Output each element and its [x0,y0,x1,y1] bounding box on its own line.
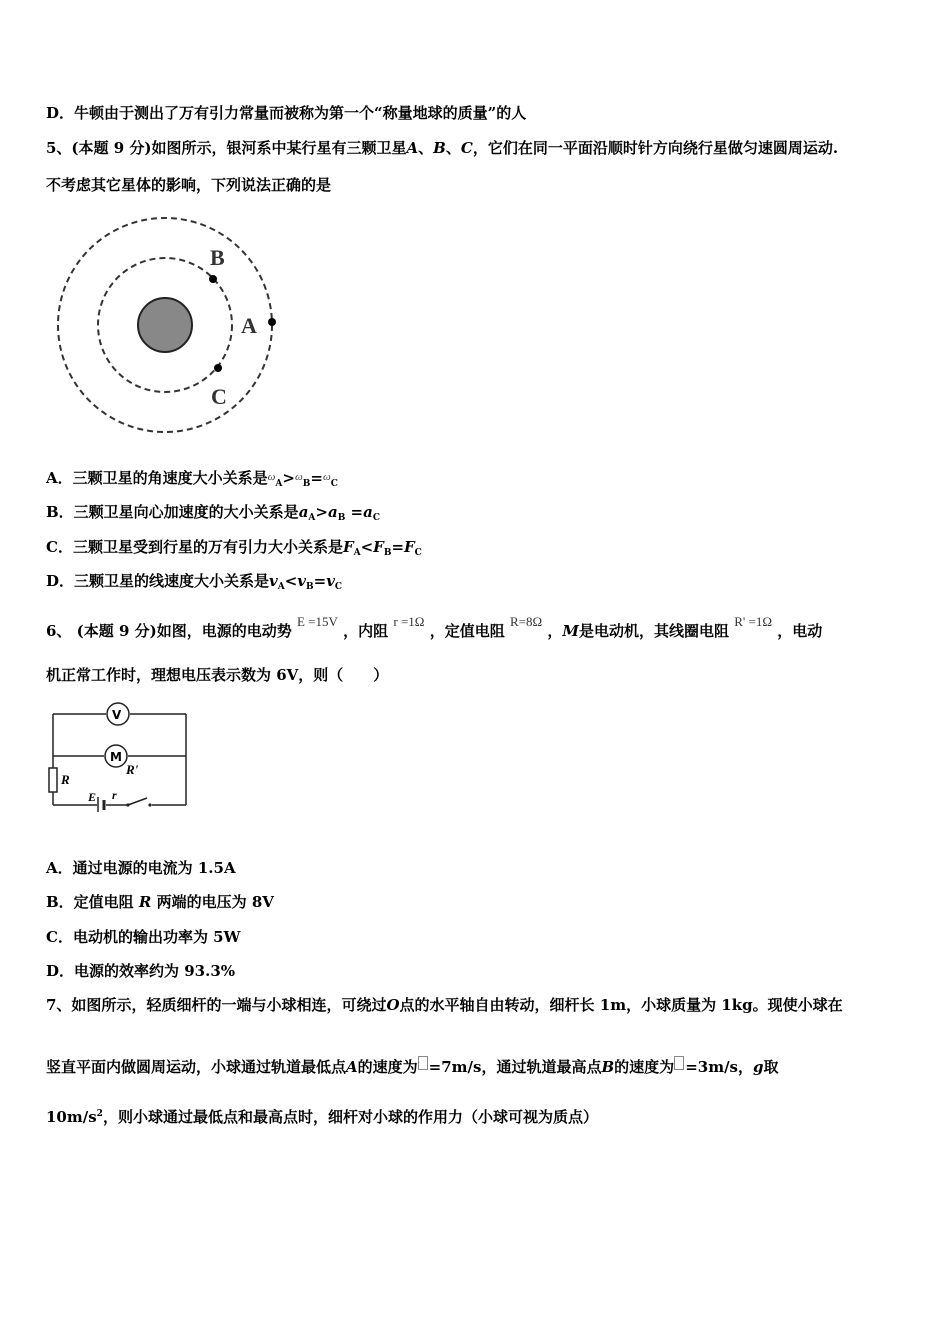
q7-line1-a: 7、如图所示，轻质细杆的一端与小球相连，可绕过 [46,996,387,1014]
label-b: B [210,245,225,270]
q6-option-b-R: R [138,893,152,911]
q6-t3: ，定值电阻 [429,622,505,640]
satellite-a [268,318,276,326]
q7-line3-sup: 2 [96,1109,103,1119]
q6-t5: 是电动机，其线圈电阻 [578,622,729,640]
q7-g: g [753,1058,764,1076]
q7-line2-d: 取 [763,1058,779,1076]
q6-emf: E =15V [296,614,338,629]
q7-line2-c: 的速度为 [614,1058,675,1076]
q6-stem-line2: 机正常工作时，理想电压表示数为 6V，则（ ） [46,666,389,684]
resistor-label: R [61,772,70,787]
q7-line3 [46,1106,598,1127]
q7-vB: =3m/s， [685,1058,753,1076]
q5-option-b-text: B．三颗卫星向心加速度的大小关系是 [46,503,299,521]
q6-r: r =1Ω [393,614,425,629]
q6-Rp: R' =1Ω [734,614,772,629]
q7-A: A [346,1058,358,1076]
emf-label: E [88,790,97,804]
q5-sat-c: C [460,139,473,157]
q6-M: M [562,622,579,640]
q7-line2-a: 竖直平面内做圆周运动，小球通过轨道最低点 [46,1058,347,1076]
q7-line1-b: 点的水平轴自由转动，细杆长 1m，小球质量为 1kg。现使小球在 [399,996,843,1014]
q4-option-d: D．牛顿由于测出了万有引力常量而被称为第一个“称量地球的质量”的人 [46,104,527,122]
label-a: A [241,313,257,338]
q7-line1 [46,994,843,1015]
q7-line3-a: 10m/s [46,1108,97,1126]
velocity-symbol-placeholder [674,1056,684,1070]
satellite-b [209,275,217,283]
q7-B: B [601,1058,615,1076]
label-c: C [211,384,227,409]
q6-option-b-a: B．定值电阻 [46,893,134,911]
motor-resistance-label: R' [126,762,139,777]
q6-t6: ，电动 [777,622,823,640]
switch-contact-right [148,803,151,806]
q6-option-c: C．电动机的输出功率为 5W [46,928,241,946]
planet [138,298,192,352]
q7-line3-b: ，则小球通过最低点和最高点时，细杆对小球的作用力（小球可视为质点） [102,1108,598,1126]
q7-line2 [46,1056,779,1077]
q6-circuit-figure [44,702,194,812]
switch-contact-left [126,803,129,806]
q5-option-d: D．三颗卫星的线速度大小关系是$v_A<v_B=v_C$ [46,572,343,592]
q5-stem-line2: 不考虑其它星体的影响，下列说法正确的是 [46,176,332,194]
q5-stem-a: 5、(本题 9 分)如图所示，银河系中某行星有三颗卫星 [46,139,407,157]
q5-sat-a: A [406,139,419,157]
q6-R: R=8Ω [509,614,543,629]
q7-O: O [386,996,400,1014]
q6-t4: ， [547,622,563,640]
q5-option-b: B．三颗卫星向心加速度的大小关系是$a_A>a_B =a_C$ [46,503,381,523]
q6-option-b [46,891,274,912]
q6-option-b-b: 两端的电压为 8V [156,893,274,911]
q5-option-c: C．三颗卫星受到行星的万有引力大小关系是$F_A<F_B=F_C$ [46,538,422,558]
q5-option-a-text: A．三颗卫星的角速度大小关系是 [46,469,268,487]
satellite-c [214,364,222,372]
q6-t2: ，内阻 [343,622,389,640]
q6-option-a: A．通过电源的电流为 1.5A [46,859,236,877]
q7-line2-b: 的速度为 [357,1058,418,1076]
q5-orbit-figure [55,212,285,437]
q5-stem-b: ，它们在同一平面沿顺时针方向绕行星做匀速圆周运动. [472,139,839,157]
q5-option-c-text: C．三颗卫星受到行星的万有引力大小关系是 [46,538,343,556]
motor-label: M [110,750,122,764]
q5-sat-b: B [433,139,446,157]
q5-stem-line1: 5、(本题 9 分)如图所示，银河系中某行星有三颗卫星A、B、C，它们在同一平面沿顺时针方向绕行星做匀速圆周运动. [46,139,839,157]
q5-option-a: A．三颗卫星的角速度大小关系是$^\omega_A$>$^\omega_B$=$^\omega_C$ [46,469,338,489]
q6-stem-line1 [46,614,822,641]
internal-resistance-label: r [112,788,117,802]
q6-option-d: D．电源的效率约为 93.3% [46,962,236,980]
q6-prefix: 6、 (本题 9 分)如图，电源的电动势 [46,622,292,640]
q5-option-d-text: D．三颗卫星的线速度大小关系是 [46,572,270,590]
q7-vA: =7m/s，通过轨道最高点 [428,1058,602,1076]
voltmeter-label: V [112,708,122,722]
velocity-symbol-placeholder [418,1056,428,1070]
resistor-R [49,768,57,792]
